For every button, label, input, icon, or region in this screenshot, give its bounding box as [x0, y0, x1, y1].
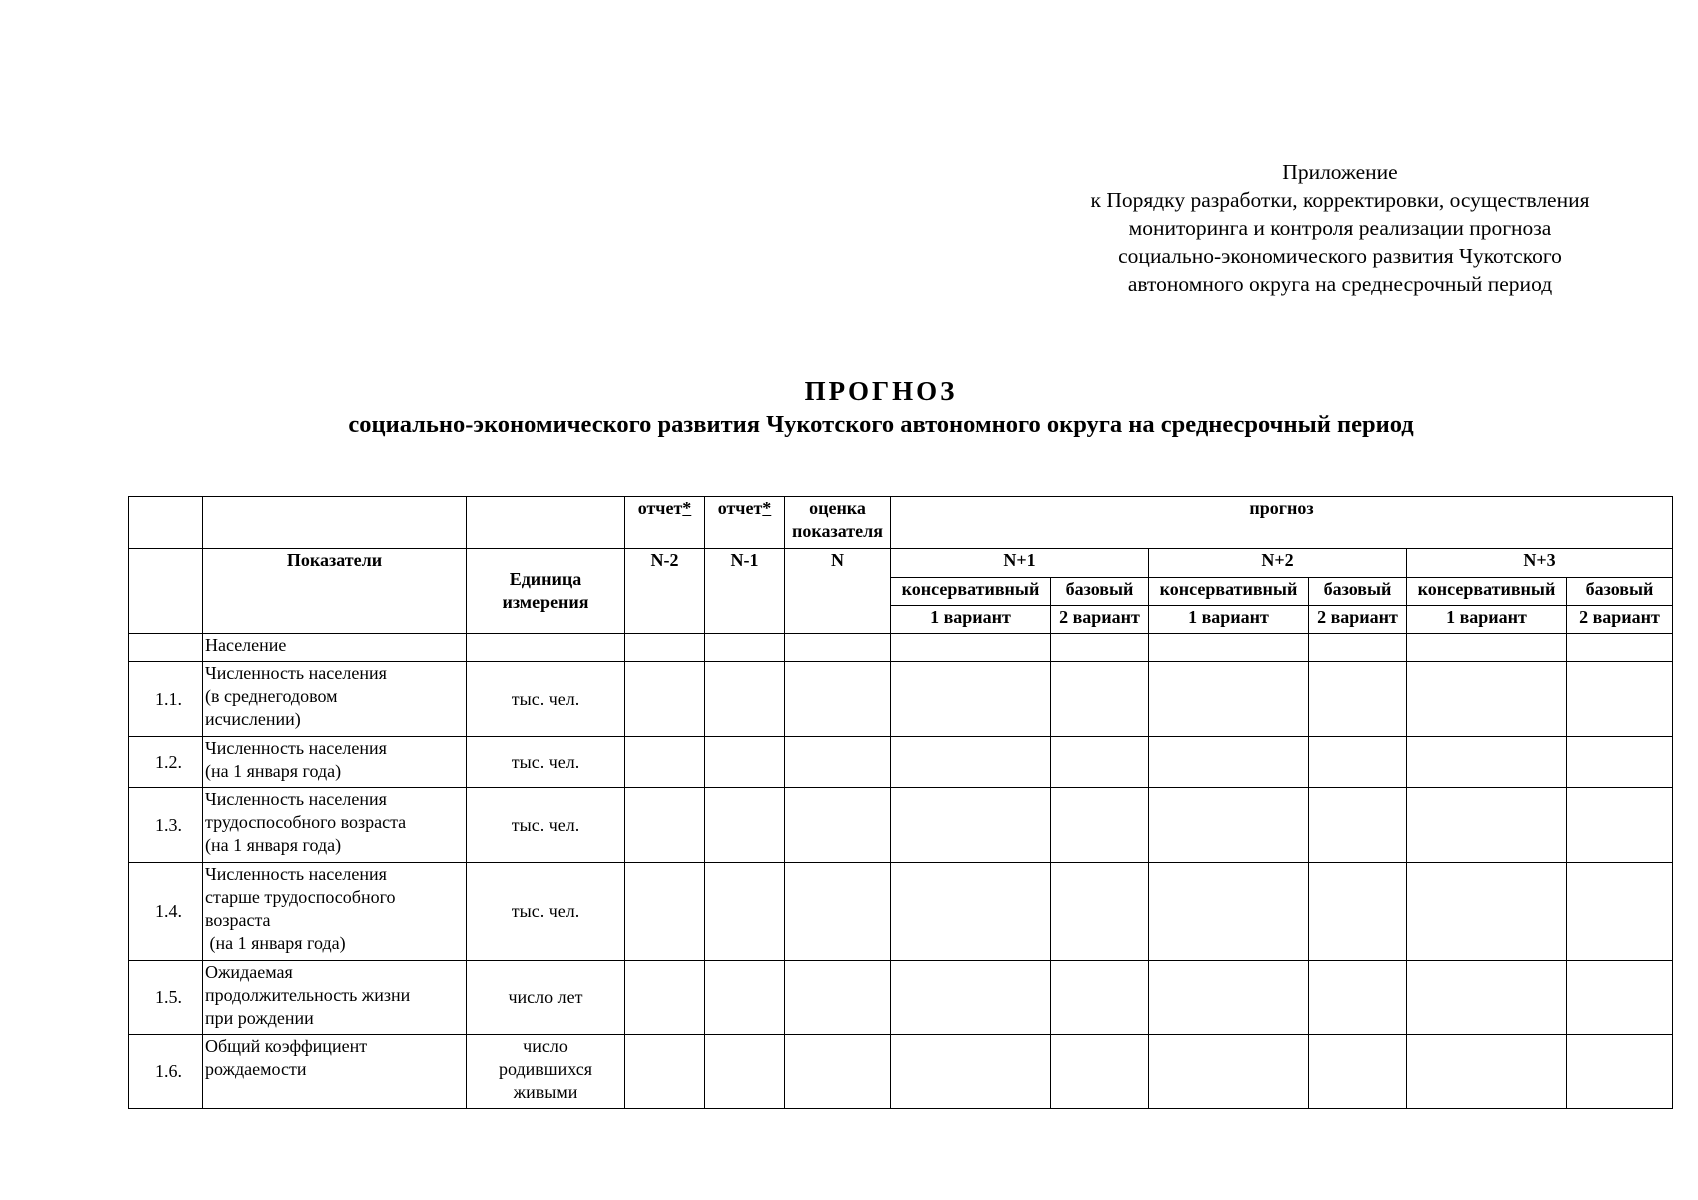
value-cell — [625, 737, 705, 788]
value-cell — [785, 662, 891, 737]
indicator-name: Общий коэффициент рождаемости — [203, 1035, 467, 1109]
table-cell — [625, 634, 705, 662]
header-forecast-year: N+1 — [891, 549, 1149, 578]
value-cell — [785, 737, 891, 788]
value-cell — [705, 961, 785, 1035]
table-cell — [705, 634, 785, 662]
section-label: Население — [203, 634, 467, 662]
value-cell — [1567, 737, 1673, 788]
value-cell — [1567, 863, 1673, 961]
header-year: N-1 — [705, 549, 785, 634]
table-cell — [129, 634, 203, 662]
value-cell — [705, 737, 785, 788]
header-year: N-2 — [625, 549, 705, 634]
table-row — [129, 737, 1673, 788]
table-row — [129, 1035, 1673, 1109]
header-indicators: Показатели — [203, 549, 467, 634]
value-cell — [705, 788, 785, 863]
value-cell — [705, 662, 785, 737]
table-cell — [1567, 634, 1673, 662]
value-cell — [891, 662, 1051, 737]
value-cell — [1149, 961, 1309, 1035]
header-row-1 — [129, 497, 1673, 549]
value-cell — [705, 1035, 785, 1109]
header-estimate: оценка показателя — [785, 497, 891, 549]
value-cell — [1051, 1035, 1149, 1109]
row-number: 1.2. — [129, 737, 203, 788]
table-row — [129, 961, 1673, 1035]
header-variant-2: 2 вариант — [1051, 606, 1149, 634]
value-cell — [1407, 1035, 1567, 1109]
value-cell — [625, 863, 705, 961]
row-number: 1.6. — [129, 1035, 203, 1109]
header-variant-2: 2 вариант — [1567, 606, 1673, 634]
header-forecast-year: N+3 — [1407, 549, 1673, 578]
value-cell — [625, 662, 705, 737]
value-cell — [785, 961, 891, 1035]
header-variant-2: 2 вариант — [1309, 606, 1407, 634]
appendix-line: автономного округа на среднесрочный период — [1127, 272, 1553, 296]
value-cell — [1051, 662, 1149, 737]
unit-cell: число родившихся живыми — [467, 1035, 625, 1109]
header-cell-empty — [203, 497, 467, 549]
section-row — [129, 634, 1673, 662]
header-variant-1: 1 вариант — [891, 606, 1051, 634]
value-cell — [1567, 1035, 1673, 1109]
table-cell — [891, 634, 1051, 662]
header-cell-empty — [129, 497, 203, 549]
header-report: отчет* — [625, 497, 705, 549]
header-forecast-year: N+2 — [1149, 549, 1407, 578]
header-conservative: консервативный — [1407, 578, 1567, 606]
table-row — [129, 863, 1673, 961]
appendix-line: к Порядку разработки, корректировки, осуществления — [1090, 188, 1590, 212]
value-cell — [625, 961, 705, 1035]
value-cell — [1567, 961, 1673, 1035]
table-row — [129, 662, 1673, 737]
value-cell — [1051, 961, 1149, 1035]
value-cell — [625, 788, 705, 863]
value-cell — [1407, 662, 1567, 737]
appendix-line: мониторинга и контроля реализации прогноза — [1128, 216, 1552, 240]
value-cell — [785, 1035, 891, 1109]
value-cell — [1567, 662, 1673, 737]
row-number: 1.5. — [129, 961, 203, 1035]
value-cell — [785, 788, 891, 863]
header-conservative: консервативный — [1149, 578, 1309, 606]
header-cell-empty — [467, 497, 625, 549]
unit-cell: тыс. чел. — [467, 662, 625, 737]
value-cell — [1051, 863, 1149, 961]
row-number: 1.1. — [129, 662, 203, 737]
value-cell — [1309, 961, 1407, 1035]
header-base: базовый — [1051, 578, 1149, 606]
header-unit: Единица измерения — [467, 549, 625, 634]
table-row — [129, 788, 1673, 863]
value-cell — [1149, 1035, 1309, 1109]
header-cell-empty — [129, 549, 203, 634]
value-cell — [891, 788, 1051, 863]
table-cell — [1149, 634, 1309, 662]
table-cell — [1309, 634, 1407, 662]
header-variant-1: 1 вариант — [1149, 606, 1309, 634]
value-cell — [1051, 788, 1149, 863]
indicator-name: Ожидаемая продолжительность жизни при рождении — [203, 961, 467, 1035]
value-cell — [1149, 737, 1309, 788]
title-main: ПРОГНОЗ — [804, 376, 958, 406]
value-cell — [1051, 737, 1149, 788]
value-cell — [1407, 863, 1567, 961]
unit-cell: тыс. чел. — [467, 737, 625, 788]
value-cell — [891, 737, 1051, 788]
value-cell — [1309, 737, 1407, 788]
header-conservative: консервативный — [891, 578, 1051, 606]
appendix-caption — [1030, 158, 1650, 298]
value-cell — [1309, 1035, 1407, 1109]
header-report: отчет* — [705, 497, 785, 549]
value-cell — [1149, 863, 1309, 961]
appendix-line: социально-экономического развития Чукотского — [1118, 244, 1562, 268]
value-cell — [891, 863, 1051, 961]
header-year: N — [785, 549, 891, 634]
appendix-line: Приложение — [1282, 160, 1398, 184]
value-cell — [1149, 788, 1309, 863]
indicator-name: Численность населения трудоспособного возраста (на 1 января года) — [203, 788, 467, 863]
value-cell — [1407, 788, 1567, 863]
indicator-name: Численность населения старше трудоспособного возраста (на 1 января года) — [203, 863, 467, 961]
indicator-name: Численность населения (на 1 января года) — [203, 737, 467, 788]
document-title — [0, 374, 1698, 442]
header-row-2 — [129, 549, 1673, 578]
table-cell — [467, 634, 625, 662]
value-cell — [1309, 788, 1407, 863]
value-cell — [705, 863, 785, 961]
header-base: базовый — [1309, 578, 1407, 606]
forecast-table — [128, 496, 1673, 1109]
unit-cell: тыс. чел. — [467, 863, 625, 961]
row-number: 1.3. — [129, 788, 203, 863]
header-base: базовый — [1567, 578, 1673, 606]
value-cell — [1567, 788, 1673, 863]
indicator-name: Численность населения (в среднегодовом исчислении) — [203, 662, 467, 737]
unit-cell: тыс. чел. — [467, 788, 625, 863]
value-cell — [785, 863, 891, 961]
value-cell — [891, 1035, 1051, 1109]
table-cell — [1407, 634, 1567, 662]
unit-cell: число лет — [467, 961, 625, 1035]
value-cell — [1407, 961, 1567, 1035]
table-cell — [1051, 634, 1149, 662]
value-cell — [1309, 662, 1407, 737]
value-cell — [1309, 863, 1407, 961]
value-cell — [891, 961, 1051, 1035]
value-cell — [1407, 737, 1567, 788]
title-subtitle: социально-экономического развития Чукотского автономного округа на среднесрочный период — [348, 411, 1414, 438]
value-cell — [625, 1035, 705, 1109]
table-cell — [785, 634, 891, 662]
header-forecast: прогноз — [891, 497, 1673, 549]
value-cell — [1149, 662, 1309, 737]
header-variant-1: 1 вариант — [1407, 606, 1567, 634]
row-number: 1.4. — [129, 863, 203, 961]
